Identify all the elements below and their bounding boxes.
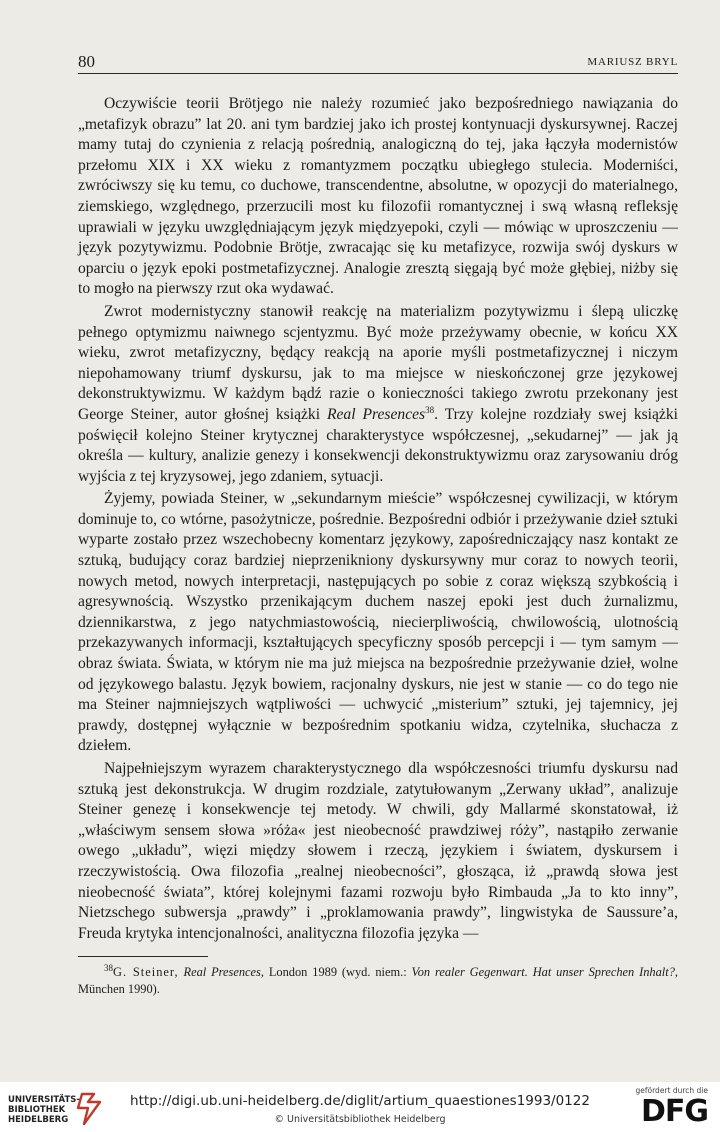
book-title: Real Presences <box>326 405 426 423</box>
footnote-divider <box>78 956 208 957</box>
page-header <box>78 52 678 74</box>
library-name-line-3: HEIDELBERG <box>8 1115 69 1125</box>
library-name-line-1: UNIVERSITÄTS- <box>8 1095 80 1105</box>
funder-caption: gefördert durch die <box>635 1086 708 1095</box>
paragraph-2-text: Zwrot modernistyczny stanowił reakcję na materializm pozytywizmu i ślepą uliczkę pełnego optymizmu naiwnego scjentyzmu. Być może przeżywamy obecnie, w końcu XX wieku, zwrot metafizyczny, będący reakcją na aporie myśli postmetafizycznej i niczym niepohamowany triumf dyskursu, jak to ma miejsce w nieskończonej grze językowej dekonstruktywizmu. W każdym bądź razie o konieczności takiego zwrotu przekonany jest George Steiner, autor głośnej książki <box>78 302 678 423</box>
footnote-title: Real Presences <box>183 965 261 979</box>
footnote <box>78 964 678 998</box>
paragraph-2 <box>78 302 678 487</box>
paragraph-2-text-end: . Trzy kolejne rozdziały swej książki poświęcił kolejno Steiner krytycznej charakterystyce współczesnej, „sekudarnej” — jak ją określa — kultury, analizie genezy i konsekwencji dekonstruktywizmu oraz zarysowaniu dróg wyjścia z tej kryzysowej, jego zdaniem, sytuacji. <box>78 405 678 485</box>
funder-name: DFG <box>640 1094 708 1129</box>
footnote-number: 38 <box>104 962 113 973</box>
running-head: MARIUSZ BRYL <box>587 56 678 68</box>
page-number: 80 <box>78 52 95 71</box>
footnote-author: G. Steiner, <box>113 965 179 979</box>
permalink-url[interactable]: http://digi.ub.uni-heidelberg.de/diglit/artium_quaestiones1993/0122 <box>130 1093 590 1109</box>
paragraph-3: Żyjemy, powiada Steiner, w „sekundarnym mieście” współczesnej cywilizacji, w którym dominuje to, co wtórne, pasożytnicze, pośrednie. Bezpośredni odbiór i przeżywanie dzieł sztuki wyparte zostało przez wszechobecny komentarz językowy, zapośredniczający nasz kontakt ze sztuką, budujący coraz bardziej nieprzenikniony dyskursywny mur coraz to nowych teorii, nowych metod, nowych interpretacji, następujących po sobie z coraz większą szybkością i agresywnością. Wszystko przenikającym duchem naszej epoki jest duch żurnalizmu, dziennikarstwa, z jego natychmiastowością, niecierpliwością, chwilowością, ulotnością przekazywanych informacji, kształtujących specyficzny sposób percepcji i — tym samym — obraz świata. Świata, w którym nie ma już miejsca na bezpośrednie przeżywanie dzieł, wolne od językowego balastu. Język bowiem, racjonalny dyskurs, nie jest w stanie — co do tego nie ma Steiner najmniejszych wątpliwości — uchwycić „misterium” sztuki, jej tajemnicy, jej prawdy, dostępnej wyłącznie w bezpośrednim spotkaniu widza, czytelnika, słuchacza z dziełem. <box>78 490 678 755</box>
copyright-notice: © Universitätsbibliothek Heidelberg <box>274 1114 446 1125</box>
footnote-german-title: Von realer Gegenwart. Hat unser Sprechen Inhalt? <box>411 965 675 979</box>
digital-library-footer <box>0 1082 720 1132</box>
footnote-end: , München 1990). <box>78 965 678 996</box>
paragraph-1: Oczywiście teorii Brötjego nie należy rozumieć jako bezpośredniego nawiązania do „metafizyk obrazu” lat 20. ani tym bardziej jako ich prostej kontynuacji dyskursywnej. Raczej mamy tutaj do czynienia z relacją pośrednią, analogiczną do tej, jaka łączyła modernistów przełomu XIX i XX wieku z romantyzmem początku ubiegłego stulecia. Moderniści, zwróciwszy się ku temu, co duchowe, transcendentne, absolutne, w opozycji do materialnego, ziemskiego, względnego, przerzucili most ku filozofii romantycznej i swą własną refleksję uprawiali w języku uwzględniającym język międzyepoki, czyli — mówiąc w uproszczeniu — język pozytywizmu. Podobnie Brötje, zwracając się ku metafizyce, rozwija swój dyskurs w oparciu o język epoki postmetafizycznej. Analogie zresztą sięgają być może głębiej, niżby się to mogło na pierwszy rzut oka wydawać. <box>78 95 678 298</box>
library-name-line-2: BIBLIOTHEK <box>8 1105 66 1115</box>
dfg-logo[interactable] <box>634 1086 708 1130</box>
body-text <box>78 94 678 944</box>
footnote-reference[interactable]: 38 <box>425 404 435 415</box>
footnote-edition: , London 1989 (wyd. niem.: <box>260 965 412 979</box>
paragraph-4: Najpełniejszym wyrazem charakterystycznego dla współczesności triumfu dyskursu nad sztuką jest dekonstrukcja. W drugim rozdziale, zatytułowanym „Zerwany układ”, analizuje Steiner genezę i konsekwencje tej metody. W chwili, gdy Mallarmé skonstatował, iż „właściwym sensem słowa »róża« jest nieobecność prawdziwej róży”, nastąpiło zerwanie owego „układu”, więzi między słowem i rzeczą, językiem i światem, dyskursem i rzeczywistością. Owa filozofia „realnej nieobecności”, głosząca, iż „prawdą słowa jest nieobecność świata”, której kolejnymi fazami rozwoju było Rimbauda „Ja to kto inny”, Nietzschego subwersja „prawdy” i „proklamowania prawdy”, lingwistyka de Saussure’a, Freuda krytyka intencjonalności, analityczna filozofia języka — <box>78 760 678 942</box>
